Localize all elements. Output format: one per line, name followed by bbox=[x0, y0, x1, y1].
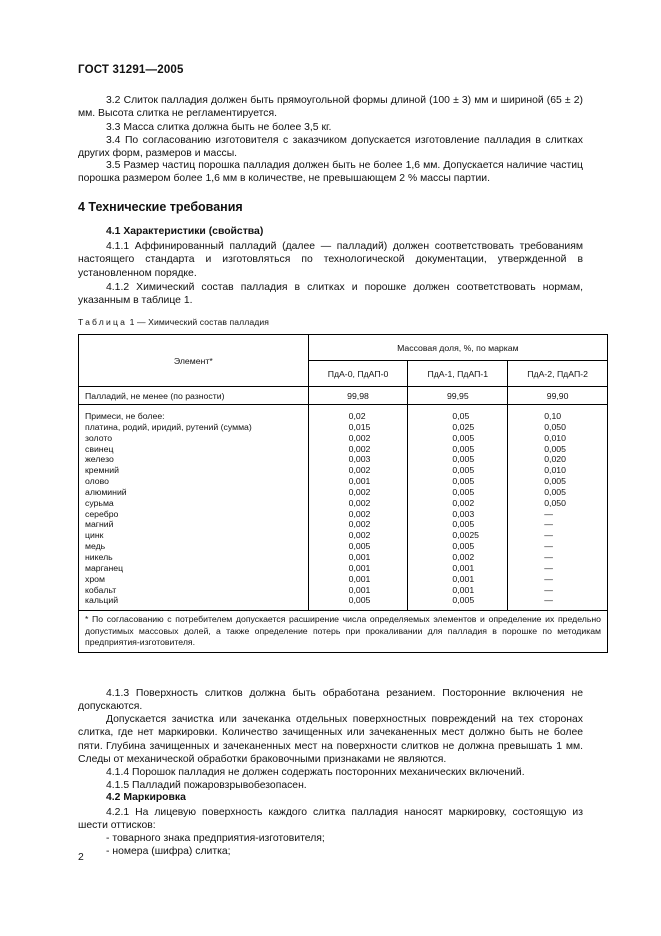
table-cell: 0,05 bbox=[452, 411, 470, 421]
table-cell: 0,005 bbox=[452, 476, 475, 487]
list-item: - товарного знака предприятия-изготовителя; bbox=[106, 833, 325, 844]
paragraph-3-5: 3.5 Размер частиц порошка палладия должен быть не более 1,6 мм. Допускается наличие частиц порошка размером более 1,6 мм в количестве, не превышающем 2 % массы партии. bbox=[78, 160, 583, 185]
table-cell: — bbox=[544, 519, 553, 530]
table-row-label: платина, родий, иридий, рутений (сумма) bbox=[85, 421, 252, 432]
table-cell: 0,005 bbox=[452, 486, 475, 497]
table-cell: 0,005 bbox=[452, 432, 475, 443]
table-cell: 0,002 bbox=[348, 486, 371, 497]
paragraph-3-3: 3.3 Масса слитка должна быть не более 3,5 кг. bbox=[106, 122, 332, 133]
page-number: 2 bbox=[78, 852, 84, 863]
impurity-values-grade-2 bbox=[508, 405, 608, 611]
table-cell: — bbox=[544, 573, 553, 584]
header-element: Элемент* bbox=[79, 335, 309, 387]
palladium-value-0: 99,98 bbox=[308, 387, 408, 405]
table-cell: 0,002 bbox=[452, 497, 475, 508]
table-cell: 0,002 bbox=[348, 530, 371, 541]
paragraph-4-2-1: 4.2.1 На лицевую поверхность каждого слитка палладия наносят маркировку, состоящую из шести оттисков: bbox=[78, 807, 583, 832]
table-cell: 0,005 bbox=[544, 486, 566, 497]
paragraph-4-1-3: 4.1.3 Поверхность слитков должна быть обработана резанием. Посторонние включения не допускаются. bbox=[78, 688, 583, 713]
header-grade-0: ПдА-0, ПдАП-0 bbox=[308, 361, 408, 387]
table-cell: 0,003 bbox=[452, 508, 475, 519]
impurity-values-grade-1 bbox=[408, 405, 508, 611]
table-cell: — bbox=[544, 562, 553, 573]
table-cell: 0,001 bbox=[452, 562, 475, 573]
table-cell: 0,003 bbox=[348, 454, 371, 465]
table-cell: 0,005 bbox=[452, 595, 475, 606]
table-cell: 0,10 bbox=[544, 411, 562, 421]
table-row-label: никель bbox=[85, 551, 113, 562]
table-cell: 0,001 bbox=[452, 573, 475, 584]
table-cell: 0,005 bbox=[452, 541, 475, 552]
table-cell: 0,002 bbox=[452, 551, 475, 562]
table-row-label: марганец bbox=[85, 562, 124, 573]
table-cell: 0,002 bbox=[348, 465, 371, 476]
palladium-value-1: 99,95 bbox=[408, 387, 508, 405]
table-caption-label: Таблица bbox=[78, 317, 128, 327]
header-mass-fraction: Массовая доля, %, по маркам bbox=[308, 335, 607, 361]
palladium-row-label: Палладий, не менее (по разности) bbox=[79, 387, 309, 405]
table-row-label: магний bbox=[85, 519, 114, 530]
section-4-title: 4 Технические требования bbox=[78, 200, 243, 214]
table-row-label: Примеси, не более: bbox=[85, 411, 165, 421]
table-cell: 0,050 bbox=[544, 497, 566, 508]
table-cell: 0,005 bbox=[452, 443, 475, 454]
table-cell: 0,002 bbox=[348, 497, 371, 508]
table-cell: 0,001 bbox=[452, 584, 475, 595]
table-cell: — bbox=[544, 508, 553, 519]
palladium-value-2: 99,90 bbox=[508, 387, 608, 405]
table-cell: 0,001 bbox=[348, 573, 371, 584]
table-cell: 0,015 bbox=[348, 421, 371, 432]
table-cell: 0,005 bbox=[452, 454, 475, 465]
table-caption bbox=[78, 317, 269, 327]
table-cell: 0,010 bbox=[544, 432, 566, 443]
table-cell: 0,005 bbox=[544, 443, 566, 454]
table-row-label: свинец bbox=[85, 443, 114, 454]
table-row-label: серебро bbox=[85, 508, 119, 519]
table-cell: 0,005 bbox=[348, 541, 371, 552]
header-grade-2: ПдА-2, ПдАП-2 bbox=[508, 361, 608, 387]
table-cell: 0,001 bbox=[348, 476, 371, 487]
table-row-label: алюминий bbox=[85, 486, 127, 497]
table-cell: 0,005 bbox=[452, 465, 475, 476]
table-cell: — bbox=[544, 595, 553, 606]
table-row-label: медь bbox=[85, 541, 106, 552]
table-row-label: олово bbox=[85, 476, 109, 487]
table-cell: 0,002 bbox=[348, 508, 371, 519]
document-header: ГОСТ 31291—2005 bbox=[78, 64, 184, 76]
paragraph-4-1-3-c: Глубина зачищенных и зачеканенных мест на поверхности слитков не должна превышать 1 мм. Следы от механической обработки браковочными признаками не являются. bbox=[78, 741, 583, 766]
table-cell: 0,010 bbox=[544, 465, 566, 476]
impurity-values-grade-0 bbox=[308, 405, 408, 611]
paragraph-4-1-2: 4.1.2 Химический состав палладия в слитках и порошке должен соответствовать нормам, указанным в таблице 1. bbox=[78, 282, 583, 307]
table-row-label: кобальт bbox=[85, 584, 117, 595]
table-cell: — bbox=[544, 551, 553, 562]
table-row-label: хром bbox=[85, 573, 105, 584]
paragraph-3-4: 3.4 По согласованию изготовителя с заказчиком допускается изготовление палладия в слитках других форм, размеров и массы. bbox=[78, 135, 583, 160]
paragraph-4-1-5: 4.1.5 Палладий пожаровзрывобезопасен. bbox=[106, 780, 307, 791]
paragraph-3-2: 3.2 Слиток палладия должен быть прямоугольной формы длиной (100 ± 3) мм и шириной (65 ± 2) мм. Высота слитка не регламентируется. bbox=[78, 95, 583, 120]
table-caption-text: 1 — Химический состав палладия bbox=[129, 317, 270, 327]
subsection-4-1-title: 4.1 Характеристики (свойства) bbox=[106, 226, 264, 237]
table-cell: 0,0025 bbox=[452, 530, 479, 541]
table-row-label: золото bbox=[85, 432, 113, 443]
table-cell: 0,005 bbox=[452, 519, 475, 530]
table-cell: 0,001 bbox=[348, 562, 371, 573]
table-cell: 0,002 bbox=[348, 432, 371, 443]
paragraph-4-1-3-b: Допускается зачистка или зачеканка отдельных поверхностных повреждений на тех сторонах слитка, где нет маркировки. Количество зачищенных или зачеканенных мест должно быть не более пяти. bbox=[78, 714, 583, 752]
table-row-label: сурьма bbox=[85, 497, 114, 508]
list-item: - номера (шифра) слитка; bbox=[106, 846, 231, 857]
table-cell: 0,001 bbox=[348, 551, 371, 562]
table-cell: 0,050 bbox=[544, 421, 566, 432]
table-cell: 0,005 bbox=[544, 476, 566, 487]
table-cell: 0,002 bbox=[348, 519, 371, 530]
table-cell: — bbox=[544, 530, 553, 541]
header-grade-1: ПдА-1, ПдАП-1 bbox=[408, 361, 508, 387]
table-cell: — bbox=[544, 584, 553, 595]
table-cell: 0,025 bbox=[452, 421, 475, 432]
paragraph-4-1-1: 4.1.1 Аффинированный палладий (далее — палладий) должен соответствовать требованиям настоящего стандарта и изготовляться по технологической документации, утвержденной в установленном порядке. bbox=[78, 241, 583, 279]
table-cell: 0,020 bbox=[544, 454, 566, 465]
table-footnote: * По согласованию с потребителем допускается расширение числа определяемых элементов и определение их предельно допустимых массовых долей, а также определение потерь при прокаливании для палладия в порошке по методикам предприятия-изготовителя. bbox=[79, 611, 608, 653]
chemical-composition-table bbox=[78, 334, 608, 653]
table-row-label: железо bbox=[85, 454, 114, 465]
table-cell: — bbox=[544, 541, 553, 552]
table-row-label: кальций bbox=[85, 595, 119, 606]
table-cell: 0,005 bbox=[348, 595, 371, 606]
impurity-labels-column bbox=[79, 405, 309, 611]
paragraph-4-1-4: 4.1.4 Порошок палладия не должен содержать посторонних механических включений. bbox=[106, 767, 525, 778]
table-cell: 0,002 bbox=[348, 443, 371, 454]
subsection-4-2-title: 4.2 Маркировка bbox=[106, 792, 186, 803]
table-cell: 0,02 bbox=[348, 411, 366, 421]
table-row-label: цинк bbox=[85, 530, 104, 541]
table-cell: 0,001 bbox=[348, 584, 371, 595]
table-row-label: кремний bbox=[85, 465, 119, 476]
